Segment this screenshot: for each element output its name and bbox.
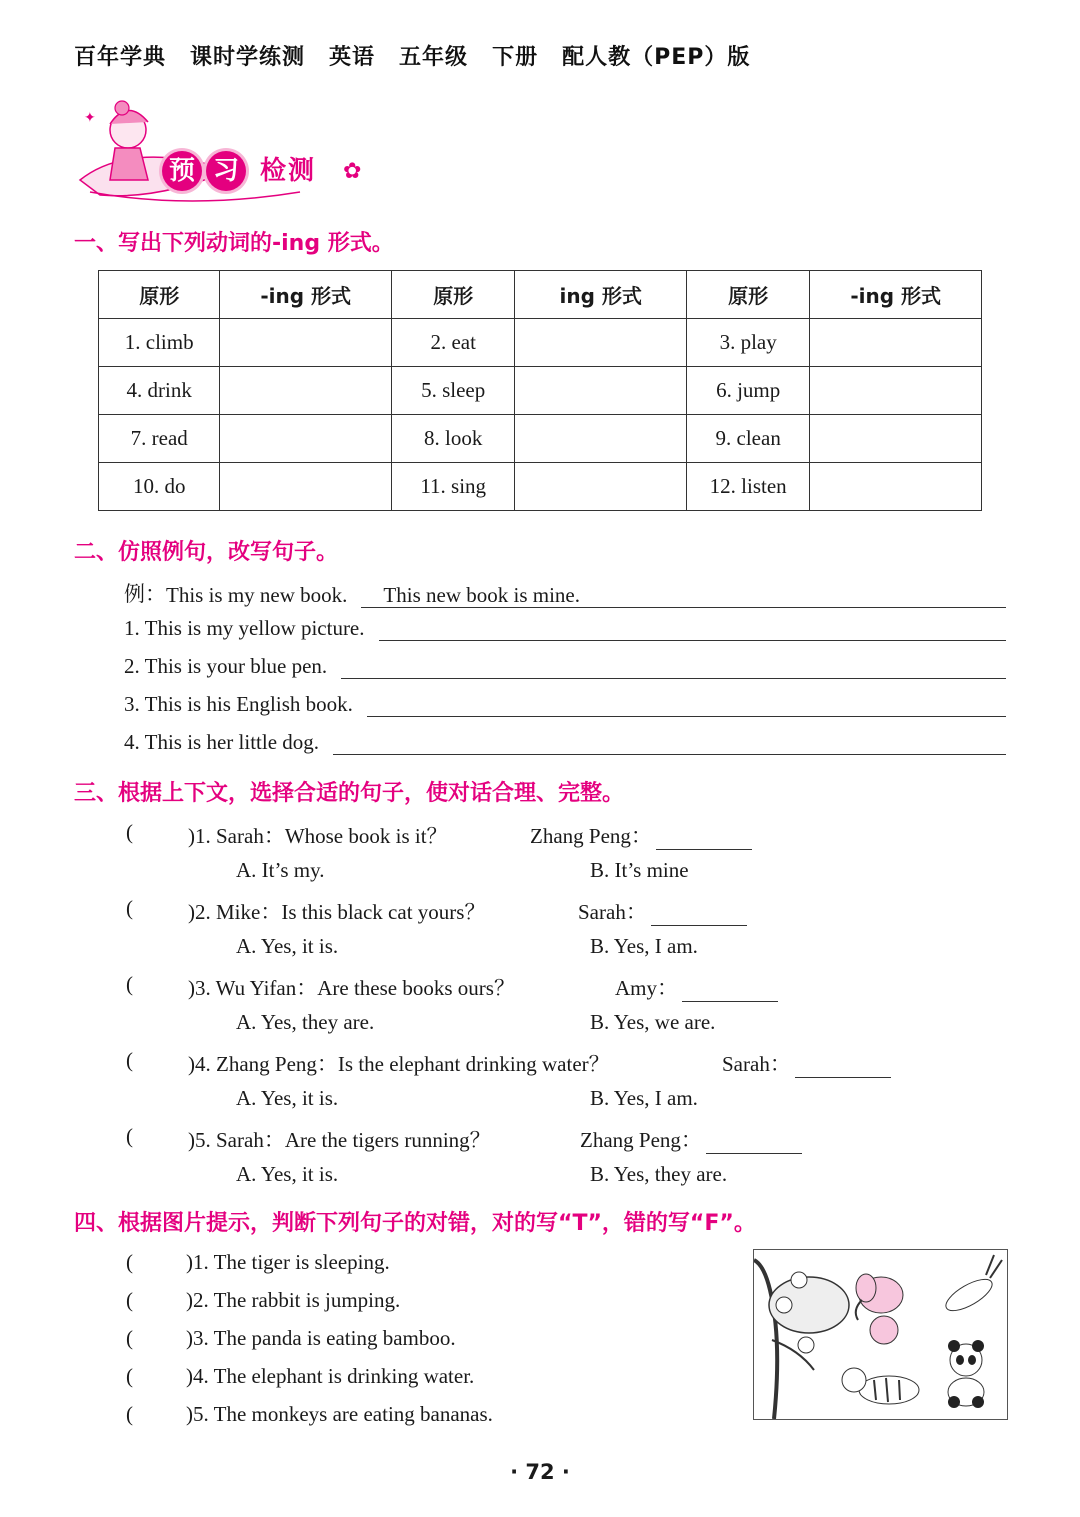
ing-form-table: [98, 270, 982, 511]
option-b: B. Yes, I am.: [590, 1086, 698, 1110]
rewrite-sentence: 1. This is my yellow picture.: [124, 616, 365, 640]
example-text: This is my new book.: [166, 583, 348, 607]
verb-cell: 11. sing: [391, 463, 514, 511]
answer-line[interactable]: [341, 654, 1006, 679]
verb-cell: 4. drink: [99, 367, 220, 415]
banner-rest: 检测: [260, 156, 317, 186]
answer-line[interactable]: [333, 730, 1006, 755]
col-header: ing 形式: [515, 271, 687, 319]
col-header: -ing 形式: [220, 271, 392, 319]
judge-item: )1. The tiger is sleeping.: [186, 1250, 390, 1274]
option-b: B. Yes, I am.: [590, 934, 698, 958]
header-part: 配人教（PEP）版: [562, 45, 751, 70]
answer-cell[interactable]: [220, 463, 392, 511]
option-a: A. It’s my.: [236, 858, 325, 882]
option-b: B. Yes, they are.: [590, 1162, 728, 1186]
response-blank[interactable]: [651, 905, 747, 926]
elephant-icon: [856, 1274, 903, 1344]
rewrite-item: [124, 730, 1006, 755]
verb-cell: 3. play: [686, 319, 809, 367]
dialog-question: )2. Mike：Is this black cat yours？: [188, 900, 486, 924]
section-1-title: 一、写出下列动词的-ing 形式。: [74, 231, 394, 256]
header-part: 下册: [492, 45, 539, 70]
example-label: 例：: [124, 582, 166, 606]
example-answer: This new book is mine.: [383, 583, 580, 607]
dialog-response: Sarah：: [578, 896, 747, 926]
preview-test-banner: [162, 150, 316, 191]
option-b: B. Yes, we are.: [590, 1010, 716, 1034]
response-blank[interactable]: [656, 829, 752, 850]
answer-line[interactable]: [367, 692, 1006, 717]
header-part: 五年级: [399, 45, 469, 70]
judge-item: )3. The panda is eating bamboo.: [186, 1326, 456, 1350]
rewrite-sentence: 2. This is your blue pen.: [124, 654, 328, 678]
header-part: 百年学典: [74, 45, 167, 70]
answer-paren[interactable]: (: [126, 1326, 133, 1350]
answer-paren[interactable]: (: [126, 1364, 133, 1388]
verb-cell: 2. eat: [391, 319, 514, 367]
answer-paren[interactable]: (: [126, 1048, 133, 1072]
book-header: [74, 40, 774, 71]
answer-cell[interactable]: [220, 367, 392, 415]
answer-paren[interactable]: (: [126, 1402, 133, 1426]
verb-cell: 8. look: [391, 415, 514, 463]
rewrite-item: [124, 654, 1006, 679]
response-blank[interactable]: [682, 981, 778, 1002]
rewrite-sentence: 4. This is her little dog.: [124, 730, 320, 754]
dialog-response: Sarah：: [722, 1048, 891, 1078]
col-header: 原形: [99, 271, 220, 319]
answer-paren[interactable]: (: [126, 1250, 133, 1274]
table-row: [99, 319, 982, 367]
answer-cell[interactable]: [515, 367, 687, 415]
answer-cell[interactable]: [810, 319, 982, 367]
dialog-question: )3. Wu Yifan：Are these books ours？: [188, 976, 515, 1000]
dialog-response: Zhang Peng：: [530, 820, 752, 850]
option-a: A. Yes, it is.: [236, 1162, 339, 1186]
rewrite-sentence: 3. This is his English book.: [124, 692, 353, 716]
answer-cell[interactable]: [810, 463, 982, 511]
col-header: -ing 形式: [810, 271, 982, 319]
answer-cell[interactable]: [515, 319, 687, 367]
verb-cell: 12. listen: [686, 463, 809, 511]
answer-cell[interactable]: [810, 367, 982, 415]
col-header: 原形: [686, 271, 809, 319]
dialog-response: Zhang Peng：: [580, 1124, 802, 1154]
verb-cell: 10. do: [99, 463, 220, 511]
dialog-question: )5. Sarah：Are the tigers running？: [188, 1128, 491, 1152]
option-a: A. Yes, they are.: [236, 1010, 375, 1034]
option-a: A. Yes, it is.: [236, 1086, 339, 1110]
table-row: [99, 415, 982, 463]
tiger-icon: [842, 1368, 919, 1404]
table-row: [99, 367, 982, 415]
answer-cell[interactable]: [220, 319, 392, 367]
section-2-title: 二、仿照例句，改写句子。: [74, 540, 339, 565]
star-icon: ✿: [343, 158, 362, 183]
header-part: 英语: [329, 45, 376, 70]
banner-char: 预: [162, 151, 202, 191]
svg-text:✦: ✦: [84, 111, 96, 126]
answer-paren[interactable]: (: [126, 820, 133, 844]
panda-icon: [948, 1340, 984, 1408]
table-header-row: [99, 271, 982, 319]
answer-cell[interactable]: [220, 415, 392, 463]
answer-line[interactable]: [379, 616, 1006, 641]
answer-paren[interactable]: (: [126, 972, 133, 996]
section-4-title: 四、根据图片提示，判断下列句子的对错，对的写“T”，错的写“F”。: [74, 1211, 756, 1236]
section-3-title: 三、根据上下文，选择合适的句子，使对话合理、完整。: [74, 781, 625, 806]
dialog-question: )1. Sarah：Whose book is it？: [188, 824, 448, 848]
animal-scene-picture: [753, 1249, 1008, 1420]
page-number: · 72 ·: [510, 1460, 570, 1484]
rewrite-item: [124, 616, 1006, 641]
option-a: A. Yes, it is.: [236, 934, 339, 958]
rabbit-icon: [941, 1255, 1002, 1317]
answer-cell[interactable]: [515, 463, 687, 511]
verb-cell: 1. climb: [99, 319, 220, 367]
answer-cell[interactable]: [810, 415, 982, 463]
header-part: 课时学练测: [190, 45, 306, 70]
answer-paren[interactable]: (: [126, 896, 133, 920]
answer-paren[interactable]: (: [126, 1124, 133, 1148]
judge-item: )5. The monkeys are eating bananas.: [186, 1402, 493, 1426]
answer-cell[interactable]: [515, 415, 687, 463]
col-header: 原形: [391, 271, 514, 319]
response-blank[interactable]: [706, 1133, 802, 1154]
verb-cell: 9. clean: [686, 415, 809, 463]
judge-item: )2. The rabbit is jumping.: [186, 1288, 401, 1312]
table-row: [99, 463, 982, 511]
banner-char: 习: [206, 151, 246, 191]
answer-paren[interactable]: (: [126, 1288, 133, 1312]
response-blank[interactable]: [795, 1057, 891, 1078]
dialog-question: )4. Zhang Peng：Is the elephant drinking water？: [188, 1052, 610, 1076]
judge-item: )4. The elephant is drinking water.: [186, 1364, 475, 1388]
option-b: B. It’s mine: [590, 858, 689, 882]
dialog-response: Amy：: [615, 972, 778, 1002]
verb-cell: 5. sleep: [391, 367, 514, 415]
verb-cell: 6. jump: [686, 367, 809, 415]
rewrite-item: [124, 692, 1006, 717]
example-row: [124, 578, 1006, 608]
verb-cell: 7. read: [99, 415, 220, 463]
